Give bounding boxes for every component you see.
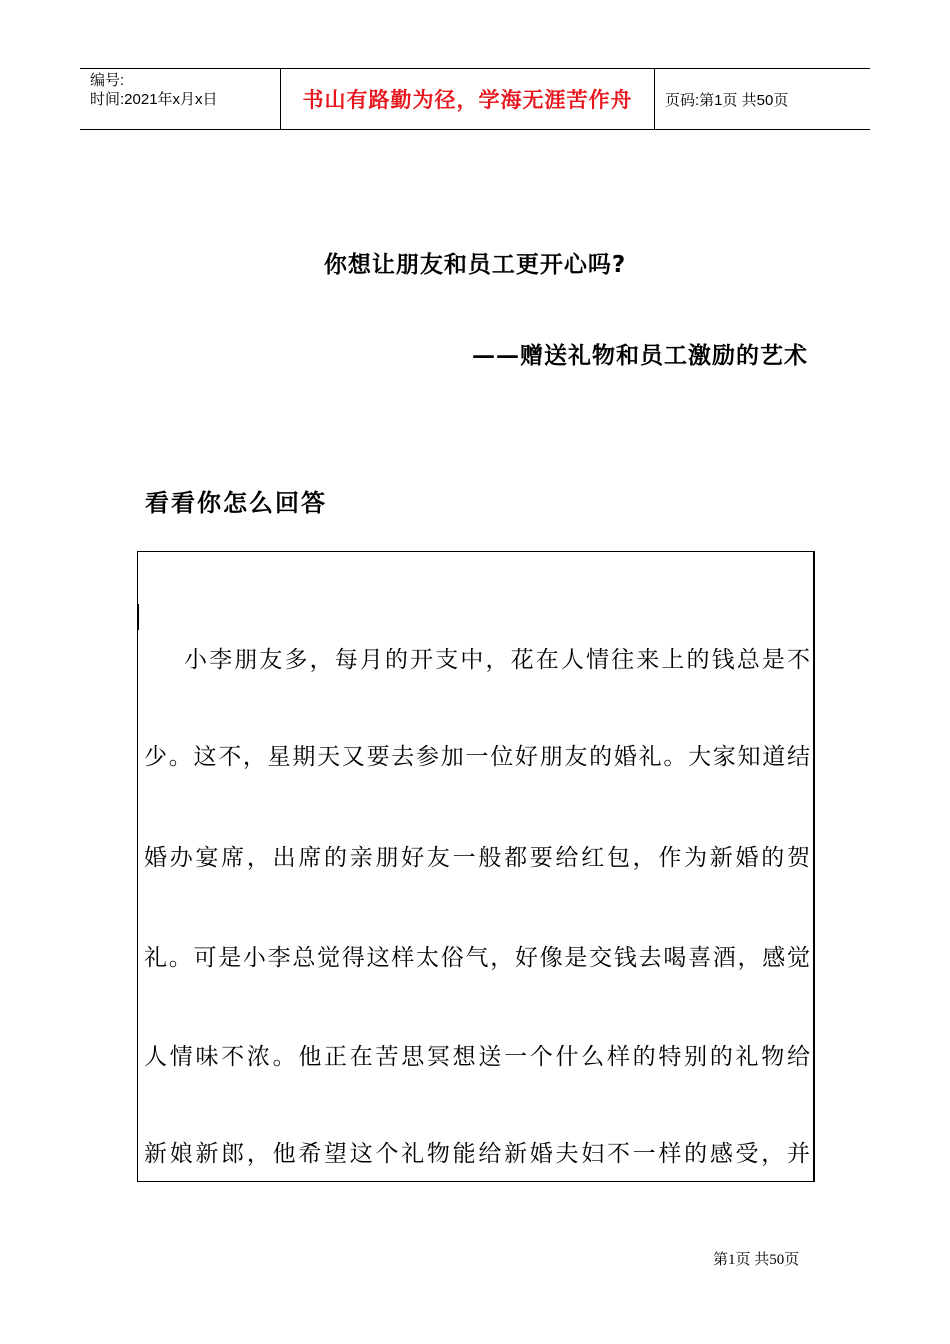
number-label: 编号: (90, 72, 125, 89)
box-border-mark (137, 604, 139, 630)
date-label: 时间:2021年x月x日 (90, 91, 218, 108)
motto: 书山有路勤为径，学海无涯苦作舟 (302, 88, 633, 112)
story-line: 小李朋友多，每月的开支中，花在人情往来上的钱总是不 (184, 647, 810, 673)
box-border-mark (813, 604, 815, 630)
story-line: 少。这不，星期天又要去参加一位好朋友的婚礼。大家知道结 (144, 744, 810, 770)
page-info: 页码:第1页 共50页 (665, 91, 789, 109)
page-title: 你想让朋友和员工更开心吗? (323, 252, 627, 278)
page-subtitle: ——赠送礼物和员工激励的艺术 (472, 342, 808, 369)
header-page-cell (655, 69, 870, 129)
header-motto-cell (281, 69, 655, 129)
section-heading: 看看你怎么回答 (145, 488, 327, 517)
story-line: 礼。可是小李总觉得这样太俗气，好像是交钱去喝喜酒，感觉 (144, 945, 810, 971)
header-meta-cell (80, 69, 281, 129)
page-footer: 第1页 共50页 (713, 1252, 800, 1268)
story-line: 人情味不浓。他正在苦思冥想送一个什么样的特别的礼物给 (144, 1044, 810, 1070)
story-line: 婚办宴席，出席的亲朋好友一般都要给红包，作为新婚的贺 (144, 845, 810, 871)
document-header (80, 68, 870, 130)
story-line: 新娘新郎，他希望这个礼物能给新婚夫妇不一样的感受，并 (144, 1141, 810, 1167)
story-box (137, 551, 815, 1182)
